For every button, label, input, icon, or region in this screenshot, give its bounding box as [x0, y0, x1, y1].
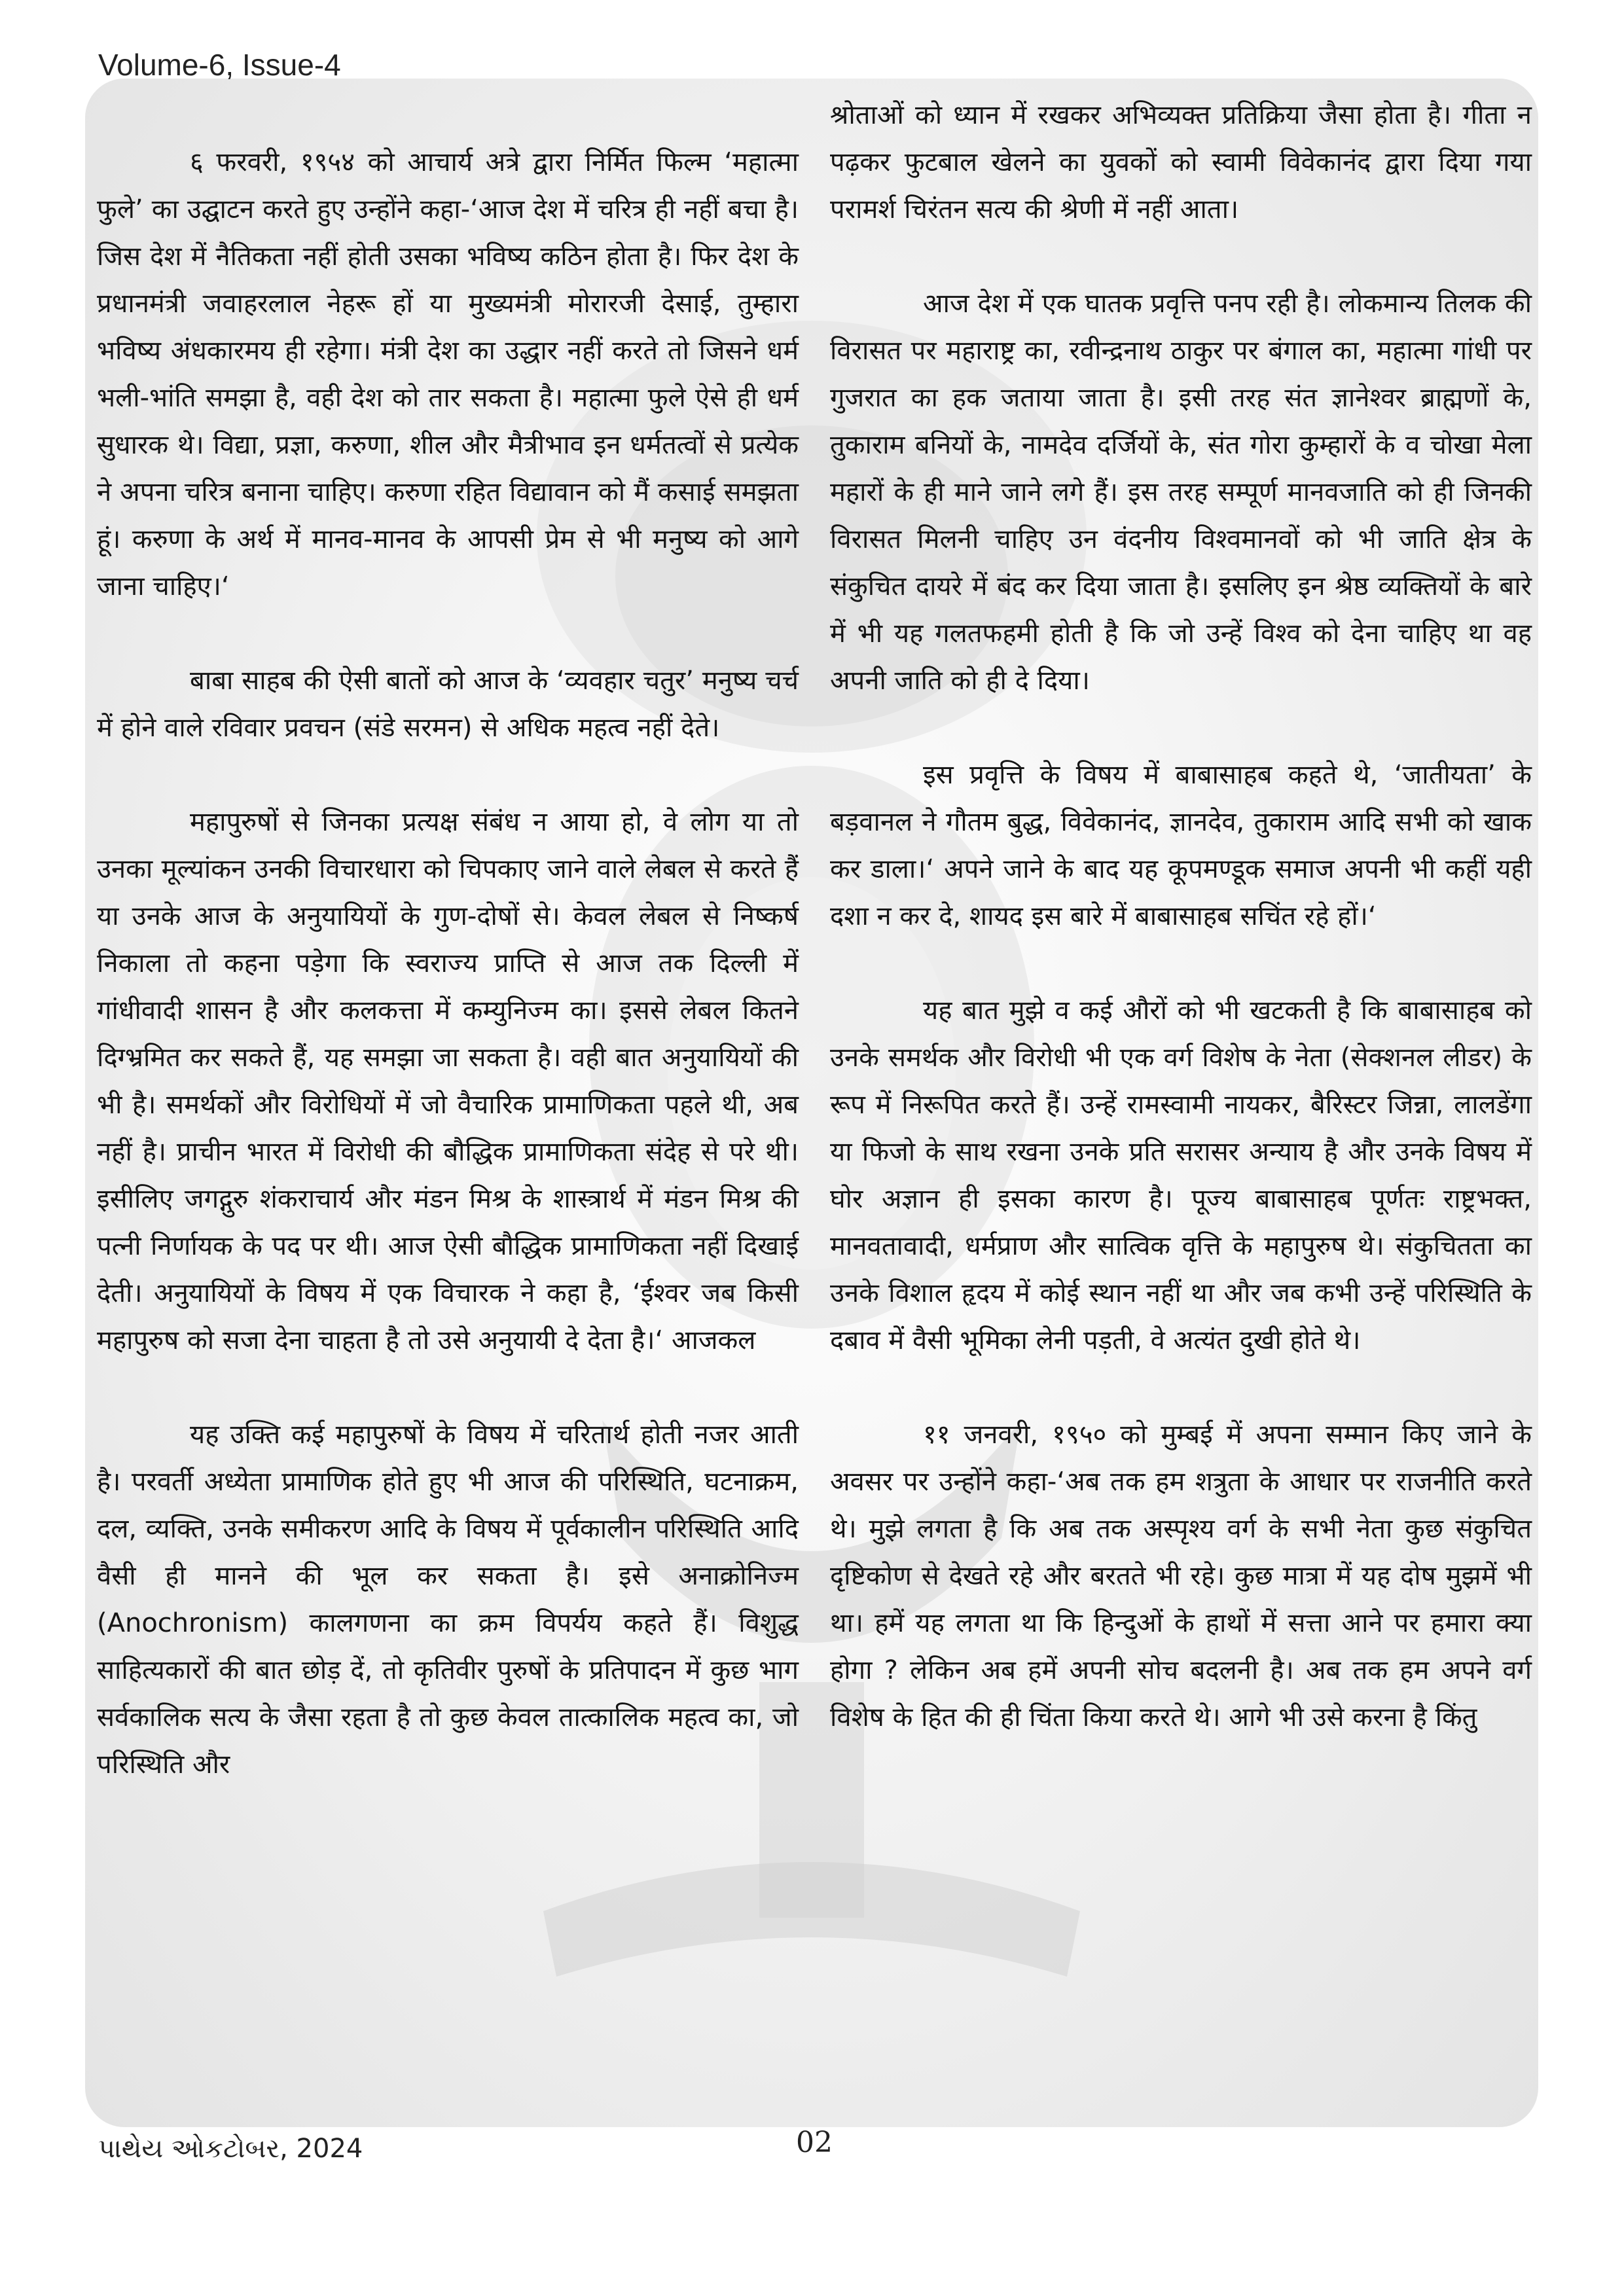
right-text-column: [830, 92, 1532, 1788]
page-number: 02: [796, 2126, 833, 2159]
paragraph: बाबा साहब की ऐसी बातों को आज के ‘व्यवहार चतुर’ मनुष्य चर्च में होने वाले रविवार प्रवचन (संडे सरमन) से अधिक महत्व नहीं देते।: [97, 666, 799, 743]
paragraph: महापुरुषों से जिनका प्रत्यक्ष संबंध न आया हो, वे लोग या तो उनका मूल्यांकन उनकी विचारधारा को चिपकाए जाने वाले लेबल से करते हैं या उनके आज के अनुयायियों के गुण-दोषों से। केवल लेबल से निष्कर्ष निकाला तो कहना पड़ेगा कि स्वराज्य प्राप्ति से आज तक दिल्ली में गांधीवादी शासन है और कलकत्ता में कम्युनिज्म का। इससे लेबल कितने दिग्भ्रमित कर सकते हैं, यह समझा जा सकता है। वही बात अनुयायियों की भी है। समर्थकों और विरोधियों में जो वैचारिक प्रामाणिकता पहले थी, अब नहीं है। प्राचीन भारत में विरोधी की बौद्धिक प्रामाणिकता संदेह से परे थी। इसीलिए जगद्गुरु शंकराचार्य और मंडन मिश्र के शास्त्रार्थ में मंडन मिश्र की पत्नी निर्णायक के पद पर थी। आज ऐसी बौद्धिक प्रामाणिकता नहीं दिखाई देती। अनुयायियों के विषय में एक विचारक ने कहा है, ‘ईश्वर जब किसी महापुरुष को सजा देना चाहता है तो उसे अनुयायी दे देता है।‘ आजकल: [97, 807, 799, 1355]
paragraph: ११ जनवरी, १९५० को मुम्बई में अपना सम्मान किए जाने के अवसर पर उन्होंने कहा-‘अब तक हम शत्रुता के आधार पर राजनीति करते थे। मुझे लगता है कि अब तक अस्पृश्य वर्ग के सभी नेता कुछ संकुचित दृष्टिकोण से देखते रहे और बरतते भी रहे। कुछ मात्रा में यह दोष मुझमें भी था। हमें यह लगता था कि हिन्दुओं के हाथों में सत्ता आने पर हमारा क्या होगा ? लेकिन अब हमें अपनी सोच बदलनी है। अब तक हम अपने वर्ग विशेष के हित की ही चिंता किया करते थे। आगे भी उसे करना है किंतु: [830, 1420, 1532, 1732]
paragraph: आज देश में एक घातक प्रवृत्ति पनप रही है। लोकमान्य तिलक की विरासत पर महाराष्ट्र का, रवीन्द्रनाथ ठाकुर पर बंगाल का, महात्मा गांधी पर गुजरात का हक जताया जाता है। इसी तरह संत ज्ञानेश्वर ब्राह्मणों के, तुकाराम बनियों के, नामदेव दर्जियों के, संत गोरा कुम्हारों के व चोखा मेला महारों के ही माने जाने लगे हैं। इस तरह सम्पूर्ण मानवजाति को ही जिनकी विरासत मिलनी चाहिए उन वंदनीय विश्वमानवों को भी जाति क्षेत्र के संकुचित दायरे में बंद कर दिया जाता है। इसलिए इन श्रेष्ठ व्यक्तियों के बारे में भी यह गलतफहमी होती है कि जो उन्हें विश्व को देना चाहिए था वह अपनी जाति को ही दे दिया।: [830, 289, 1532, 696]
left-text-column: [97, 139, 799, 1835]
paragraph: यह उक्ति कई महापुरुषों के विषय में चरितार्थ होती नजर आती है। परवर्ती अध्येता प्रामाणिक होते हुए भी आज की परिस्थिति, घटनाक्रम, दल, व्यक्ति, उनके समीकरण आदि के विषय में पूर्वकालीन परिस्थिति आदि वैसी ही मानने की भूल कर सकता है। इसे अनाक्रोनिज्म (Anochronism) कालगणना का क्रम विपर्यय कहते हैं। विशुद्ध साहित्यकारों की बात छोड़ दें, तो कृतिवीर पुरुषों के प्रतिपादन में कुछ भाग सर्वकालिक सत्य के जैसा रहता है तो कुछ केवल तात्कालिक महत्व का, जो परिस्थिति और: [97, 1420, 799, 1780]
paragraph: यह बात मुझे व कई औरों को भी खटकती है कि बाबासाहब को उनके समर्थक और विरोधी भी एक वर्ग विशेष के नेता (सेक्शनल लीडर) के रूप में निरूपित करते हैं। उन्हें रामस्वामी नायकर, बैरिस्टर जिन्ना, लालडेंगा या फिजो के साथ रखना उनके प्रति सरासर अन्याय है और उनके विषय में घोर अज्ञान ही इसका कारण है। पूज्य बाबासाहब पूर्णतः राष्ट्रभक्त, मानवतावादी, धर्मप्राण और सात्विक वृत्ति के महापुरुष थे। संकुचितता का उनके विशाल हृदय में कोई स्थान नहीं था और जब कभी उन्हें परिस्थिति के दबाव में वैसी भूमिका लेनी पड़ती, वे अत्यंत दुखी होते थे।: [830, 996, 1532, 1355]
paragraph: इस प्रवृत्ति के विषय में बाबासाहब कहते थे, ‘जातीयता’ के बड़वानल ने गौतम बुद्ध, विवेकानंद, ज्ञानदेव, तुकाराम आदि सभी को खाक कर डाला।‘ अपने जाने के बाद यह कूपमण्डूक समाज अपनी भी कहीं यही दशा न कर दे, शायद इस बारे में बाबासाहब सचिंत रहे हों।‘: [830, 760, 1532, 931]
volume-issue-header: Volume-6, Issue-4: [98, 48, 341, 82]
paragraph: श्रोताओं को ध्यान में रखकर अभिव्यक्त प्रतिक्रिया जैसा होता है। गीता न पढ़कर फुटबाल खेलने का युवकों को स्वामी विवेकानंद द्वारा दिया गया परामर्श चिरंतन सत्य की श्रेणी में नहीं आता।: [830, 100, 1532, 224]
paragraph: ६ फरवरी, १९५४ को आचार्य अत्रे द्वारा निर्मित फिल्म ‘महात्मा फुले’ का उद्घाटन करते हुए उन्होंने कहा-‘आज देश में चरित्र ही नहीं बचा है। जिस देश में नैतिकता नहीं होती उसका भविष्य कठिन होता है। फिर देश के प्रधानमंत्री जवाहरलाल नेहरू हों या मुख्यमंत्री मोरारजी देसाई, तुम्हारा भविष्य अंधकारमय ही रहेगा। मंत्री देश का उद्धार नहीं करते तो जिसने धर्म भली-भांति समझा है, वही देश को तार सकता है। महात्मा फुले ऐसे ही धर्म सुधारक थे। विद्या, प्रज्ञा, करुणा, शील और मैत्रीभाव इन धर्मतत्वों से प्रत्येक ने अपना चरित्र बनाना चाहिए। करुणा रहित विद्यावान को मैं कसाई समझता हूं। करुणा के अर्थ में मानव-मानव के आपसी प्रेम से भी मनुष्य को आगे जाना चाहिए।‘: [97, 147, 799, 601]
journal-footer: પાથેય ઓકટોબર, 2024: [98, 2134, 363, 2164]
